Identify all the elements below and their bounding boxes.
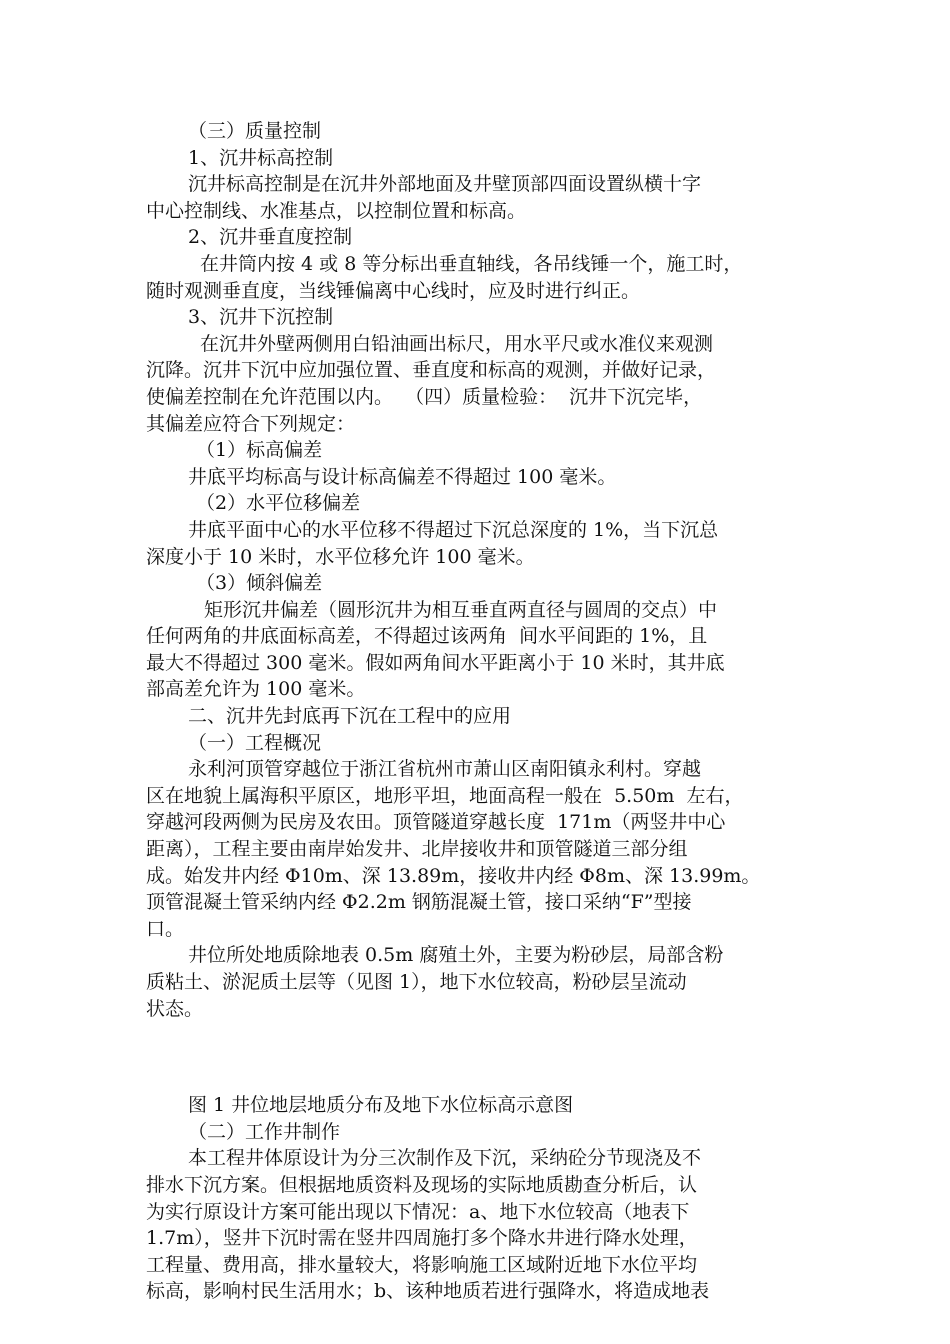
paragraph-line: 矩形沉井偏差（圆形沉井为相互垂直两直径与圆周的交点）中: [204, 598, 718, 621]
subheading-horizontal-deviation: （2）水平位移偏差: [196, 492, 361, 515]
paragraph-line: 沉井标高控制是在沉井外部地面及井壁顶部四面设置纵横十字: [188, 173, 702, 196]
paragraph-line: 沉降。沉井下沉中应加强位置、垂直度和标高的观测，并做好记录，: [146, 359, 717, 382]
figure-caption: 图 1 井位地层地质分布及地下水位标高示意图: [188, 1094, 574, 1117]
subheading-verticality-control: 2、沉井垂直度控制: [188, 226, 353, 249]
subheading-tilt-deviation: （3）倾斜偏差: [196, 572, 323, 595]
paragraph-line: 深度小于 10 米时，水平位移允许 100 毫米。: [146, 545, 535, 568]
paragraph-line: 距离），工程主要由南岸始发井、北岸接收井和顶管隧道三部分组: [146, 838, 688, 861]
subheading-elevation-deviation: （1）标高偏差: [196, 439, 323, 462]
paragraph-line: 部高差允许为 100 毫米。: [146, 678, 366, 701]
paragraph-line: 本工程井体原设计为分三次制作及下沉，采纳砼分节现浇及不: [188, 1147, 702, 1170]
paragraph-line: 状态。: [146, 997, 204, 1020]
paragraph-line: 质粘土、淤泥质土层等（见图 1），地下水位较高，粉砂层呈流动: [146, 971, 687, 993]
paragraph-line: 其偏差应符合下列规定：: [146, 412, 356, 435]
paragraph-line: 井位所处地质除地表 0.5m 腐殖土外，主要为粉砂层，局部含粉: [188, 944, 724, 967]
paragraph-line: 永利河顶管穿越位于浙江省杭州市萧山区南阳镇永利村。穿越: [188, 758, 702, 781]
paragraph-line: 在井筒内按 4 或 8 等分标出垂直轴线，各吊线锤一个，施工时，: [200, 252, 743, 275]
paragraph-line: 顶管混凝土管采纳内经 Φ2.2m 钢筋混凝土管，接口采纳“F”型接: [146, 891, 692, 914]
paragraph-line: 使偏差控制在允许范围以内。 （四）质量检验： 沉井下沉完毕，: [146, 385, 703, 408]
paragraph-line: 1.7m），竖井下沉时需在竖井四周施打多个降水井进行降水处理，: [146, 1227, 698, 1250]
paragraph-line: 成。始发井内经 Φ10m、深 13.89m，接收井内经 Φ8m、深 13.99m。: [146, 864, 761, 887]
paragraph-line: 井底平均标高与设计标高偏差不得超过 100 毫米。: [188, 465, 617, 488]
paragraph-line: 井底平面中心的水平位移不得超过下沉总深度的 1%，当下沉总: [188, 518, 719, 541]
section-heading-application: 二、沉井先封底再下沉在工程中的应用: [188, 705, 512, 728]
subheading-sinking-control: 3、沉井下沉控制: [188, 306, 334, 329]
paragraph-line: 标高，影响村民生活用水；b、该种地质若进行强降水，将造成地表: [146, 1280, 710, 1303]
section-heading-quality-control: （三）质量控制: [188, 120, 322, 142]
paragraph-line: 工程量、费用高，排水量较大，将影响施工区域附近地下水位平均: [146, 1253, 698, 1276]
paragraph-line: 口。: [146, 917, 185, 940]
subheading-working-well: （二）工作井制作: [188, 1120, 341, 1143]
paragraph-line: 为实行原设计方案可能出现以下情况：a、地下水位较高（地表下: [146, 1200, 690, 1223]
paragraph-line: 任何两角的井底面标高差，不得超过该两角 间水平间距的 1%，且: [146, 625, 708, 648]
document-body: [146, 118, 806, 1305]
paragraph-line: 排水下沉方案。但根据地质资料及现场的实际地质勘查分析后，认: [146, 1173, 698, 1196]
paragraph-line: 在沉井外壁两侧用白铅油画出标尺，用水平尺或水准仪来观测: [200, 332, 714, 355]
paragraph-line: 最大不得超过 300 毫米。假如两角间水平距离小于 10 米时，其井底: [146, 651, 725, 674]
paragraph-line: 区在地貌上属海积平原区，地形平坦，地面高程一般在 5.50m 左右，: [146, 784, 744, 807]
subheading-elevation-control: 1、沉井标高控制: [188, 146, 334, 169]
paragraph-line: 中心控制线、水准基点，以控制位置和标高。: [146, 199, 527, 222]
paragraph-line: 穿越河段两侧为民房及农田。顶管隧道穿越长度 171m（两竖井中心: [146, 811, 726, 834]
subheading-project-overview: （一）工程概况: [188, 731, 322, 754]
figure-placeholder-space: [146, 1022, 806, 1092]
paragraph-line: 随时观测垂直度，当线锤偏离中心线时，应及时进行纠正。: [146, 279, 641, 302]
